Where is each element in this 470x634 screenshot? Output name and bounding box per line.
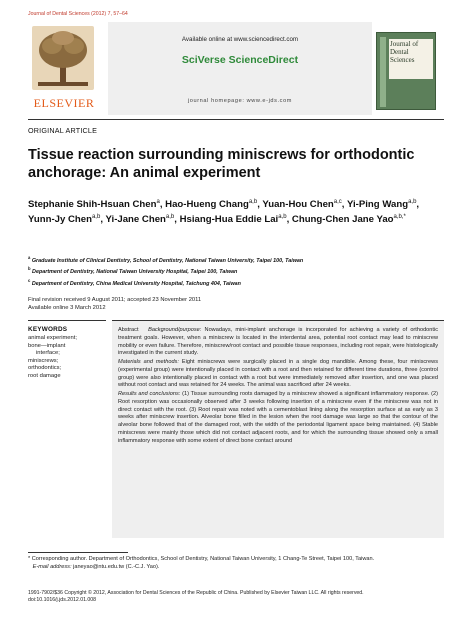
elsevier-tree-icon [32, 26, 94, 90]
sciencedirect-banner [108, 22, 372, 115]
author-affil-marker: a,b,* [393, 214, 406, 221]
journal-homepage[interactable]: journal homepage: www.e-jds.com [187, 98, 293, 104]
elsevier-logo [28, 22, 100, 110]
revision-date: Final revision received 9 August 2011; accepted 23 November 2011 [28, 297, 202, 303]
background-text: Nowadays, mini-implant anchorage is incorporated for achieving a variety of orthodontic treatment goals. However, when a miniscrew is located in the interdental area, potential root contact may lead to miniscrew mobility or even failure. Therefore, miniscrew/root contact and possible tissue responses, including root repair, were histologically investigated in the current study. [118, 327, 438, 357]
article-dates [28, 296, 448, 313]
journal-cover-image [376, 32, 436, 110]
affiliations [28, 254, 448, 288]
keyword-item: interface; [36, 350, 60, 357]
keywords-heading: KEYWORDS [28, 326, 68, 333]
author-list: Stephanie Shih-Hsuan Chen$^a$, Hao-Hueng Chang$^{a,b}$, Yuan-Hou Chen$^{a,c}$, Yi-Ping Wang$^{a,b}$, Yunn-Jy Chen$^{a,b}$, Yi-Jane Chen$^{a,b}$, Hsiang-Hua Eddie Lai$^{a,b}$, Chung-Chen Jane Yao$^{a,b,*}$ [28, 199, 420, 226]
footnote-rule [28, 552, 128, 553]
results-text: (1) Tissue surrounding roots damaged by a miniscrew showed a significant inflammatory response. (2) Root resorption was occasionally observed after 3 weeks following insertion of a miniscrew even if the miniscrew was not in direct contact with the root. (3) Root repair was noted with a cementoblast lining along the resorption surface at as early as 3 weeks after miniscrew insertion. Alveolar bone filled in the lesion when the root damage was large so that the contour of the alveolar bone followed that of the damaged root, with the width of the periodontal ligament space being maintained. (4) Stable miniscrews were mainly those which did not contact adjacent roots, and for which the surrounding tissue showed only a small inflammatory response with some extent of direct bone contact around [118, 391, 438, 444]
keyword-item: animal experiment; [28, 335, 77, 341]
affiliation-marker: a [28, 255, 31, 260]
author-affil-marker: a [156, 199, 160, 205]
author-name: Yi-Ping Wang [346, 199, 409, 211]
keywords-rule [28, 320, 106, 321]
cover-stripe [380, 37, 386, 107]
author-affil-marker: a,c [333, 199, 342, 205]
keywords-list [28, 335, 106, 381]
email-label: E-mail address: [32, 563, 72, 570]
affiliation-marker: c [28, 277, 31, 283]
affiliation-line [28, 254, 448, 265]
email-line [28, 564, 444, 572]
corresponding-footnote [28, 556, 444, 571]
methods-text: Eight miniscrews were surgically placed in a single dog mandible. Among these, four miniscrews (experimental group) were intentionally placed in contact with a root and then retained for different time durations, three (control group) were also intentionally placed in contact with a root but were immediately removed after insertion, and one was placed without root contact and was retained for 24 weeks. The animal was sacrificed after 24 weeks. [118, 359, 438, 389]
author-name: Yi-Jane Chen [105, 214, 166, 226]
background-heading: Background/purpose: [148, 327, 202, 333]
abstract-methods [118, 359, 438, 390]
copyright-block [28, 590, 444, 605]
copyright-line: 1991-7902/$36 Copyright © 2012, Association for Dental Sciences of the Republic of China. Published by Elsevier Taiwan LLC. All rights reserved. [28, 590, 364, 596]
author-name: Yuan-Hou Chen [262, 199, 334, 211]
author-affil-marker: a,b [165, 214, 175, 221]
author-name: Hsiang-Hua Eddie Lai [179, 214, 279, 226]
affiliation-text: Graduate Institute of Clinical Dentistry, School of Dentistry, National Taiwan University, Taipei 100, Taiwan [30, 257, 304, 264]
abstract-results [118, 391, 438, 445]
available-online [108, 36, 372, 43]
masthead [28, 22, 444, 118]
available-prefix: Available online at [181, 36, 234, 43]
affiliation-line [28, 277, 448, 288]
results-heading: Results and conclusions: [118, 391, 181, 397]
affiliation-text: Department of Dentistry, National Taiwan University Hospital, Taipei 100, Taiwan [30, 269, 238, 276]
article-title: Tissue reaction surrounding miniscrews for orthodontic anchorage: An animal experiment [28, 147, 415, 181]
author-name: Chung-Chen Jane Yao [291, 214, 394, 226]
author-name: Hao-Hueng Chang [165, 199, 249, 211]
author-name: Stephanie Shih-Hsuan Chen [28, 199, 157, 211]
keywords-panel [28, 320, 106, 538]
author-affil-marker: a,b [91, 214, 101, 221]
author-affil-marker: a,b [408, 199, 417, 205]
methods-heading: Materials and methods: [118, 359, 179, 365]
abstract-panel [112, 320, 444, 538]
online-date: Available online 3 March 2012 [28, 305, 106, 312]
abstract-background [118, 327, 438, 358]
article-type: ORIGINAL ARTICLE [28, 126, 98, 135]
corresponding-author: * Corresponding author. Department of Orthodontics, School of Dentistry, National Taiwan University, 1 Chang-Te Street, Taipei 100, Taiwan. [28, 556, 375, 562]
keyword-item: bone—implant [28, 342, 66, 349]
affiliation-line [28, 265, 448, 276]
author-affil-marker: a,b [278, 214, 287, 221]
author-name: Yunn-Jy Chen [28, 214, 92, 226]
author-affil-marker: a,b [248, 199, 258, 205]
email-address[interactable]: janeyao@ntu.edu.tw (C.-C.J. Yao). [73, 563, 160, 570]
affiliation-marker: b [28, 266, 31, 272]
keyword-item: root damage [28, 372, 61, 379]
abstract-label: Abstract [118, 327, 139, 333]
header-rule [28, 119, 444, 120]
sciencedirect-link[interactable]: www.sciencedirect.com [233, 36, 299, 43]
sciverse-logo-text: SciVerse ScienceDirect [181, 54, 299, 66]
journal-citation: Journal of Dental Sciences (2012) 7, 57–64 [28, 11, 128, 17]
keyword-item: miniscrews; [28, 357, 59, 364]
doi-line[interactable]: doi:10.1016/j.jds.2012.01.008 [28, 597, 97, 604]
keyword-item: orthodontics; [28, 365, 62, 372]
publisher-name: ELSEVIER [33, 96, 95, 110]
affiliation-text: Department of Dentistry, China Medical University Hospital, Taichung 404, Taiwan [30, 280, 241, 287]
cover-title: Journal of Dental Sciences [390, 40, 419, 64]
